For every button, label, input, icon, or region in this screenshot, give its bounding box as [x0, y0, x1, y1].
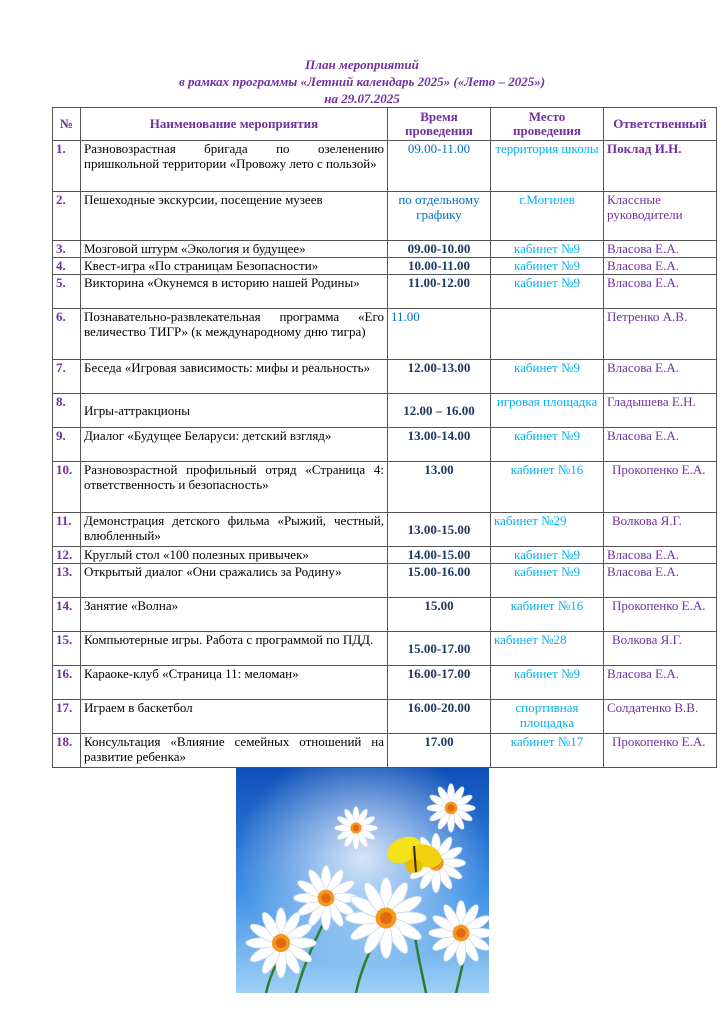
table-row: [53, 394, 717, 428]
event-responsible: Волкова Я.Г.: [604, 513, 717, 547]
table-row: [53, 258, 717, 275]
row-number: 12.: [53, 547, 81, 564]
event-time: 13.00-14.00: [388, 428, 491, 462]
event-place: [491, 309, 604, 360]
row-number: 8.: [53, 394, 81, 428]
event-place: кабинет №16: [491, 462, 604, 513]
row-number: 14.: [53, 598, 81, 632]
event-responsible: Власова Е.А.: [604, 547, 717, 564]
event-time: 15.00-17.00: [388, 632, 491, 666]
event-name: Компьютерные игры. Работа с программой по ПДД.: [81, 632, 388, 666]
event-name: Познавательно-развлекательная программа «Его величество ТИГР» (к международному дню тигра): [81, 309, 388, 360]
event-name: Играем в баскетбол: [81, 700, 388, 734]
table-row: [53, 360, 717, 394]
table-row: [53, 141, 717, 192]
event-place: кабинет №16: [491, 598, 604, 632]
event-responsible: Солдатенко В.В.: [604, 700, 717, 734]
event-time: 16.00-20.00: [388, 700, 491, 734]
table-row: [53, 666, 717, 700]
event-time: 09.00-11.00: [388, 141, 491, 192]
event-name: Разновозрастная бригада по озеленению пришкольной территории «Провожу лето с пользой»: [81, 141, 388, 192]
event-responsible: Власова Е.А.: [604, 360, 717, 394]
event-place: кабинет №29: [491, 513, 604, 547]
event-place: кабинет №28: [491, 632, 604, 666]
event-name: Караоке-клуб «Страница 11: меломан»: [81, 666, 388, 700]
event-place: кабинет №9: [491, 547, 604, 564]
event-name: Беседа «Игровая зависимость: мифы и реальность»: [81, 360, 388, 394]
table-row: [53, 428, 717, 462]
table-row: [53, 192, 717, 241]
event-place: игровая площадка: [491, 394, 604, 428]
program-subtitle: в рамках программы «Летний календарь 2025» («Лето – 2025»): [178, 74, 546, 89]
event-responsible: Власова Е.А.: [604, 666, 717, 700]
event-name: Демонстрация детского фильма «Рыжий, честный, влюбленный»: [81, 513, 388, 547]
event-name: Квест-игра «По страницам Безопасности»: [81, 258, 388, 275]
daisies-illustration: [236, 768, 489, 993]
event-name: Разновозрастной профильный отряд «Страница 4: ответственность и безопасность»: [81, 462, 388, 513]
row-number: 6.: [53, 309, 81, 360]
table-row: [53, 564, 717, 598]
event-place: кабинет №17: [491, 734, 604, 768]
event-place: спортивная площадка: [491, 700, 604, 734]
row-number: 4.: [53, 258, 81, 275]
header-number: №: [53, 108, 81, 141]
event-responsible: Прокопенко Е.А.: [604, 734, 717, 768]
event-responsible: Власова Е.А.: [604, 275, 717, 309]
header-responsible: Ответственный: [604, 108, 717, 141]
event-name: Открытый диалог «Они сражались за Родину»: [81, 564, 388, 598]
event-name: Консультация «Влияние семейных отношений на развитие ребенка»: [81, 734, 388, 768]
event-responsible: Волкова Я.Г.: [604, 632, 717, 666]
event-responsible: Прокопенко Е.А.: [604, 598, 717, 632]
event-time: 15.00-16.00: [388, 564, 491, 598]
event-name: Пешеходные экскурсии, посещение музеев: [81, 192, 388, 241]
table-row: [53, 700, 717, 734]
event-place: кабинет №9: [491, 428, 604, 462]
table-row: [53, 513, 717, 547]
row-number: 3.: [53, 241, 81, 258]
event-place: кабинет №9: [491, 275, 604, 309]
event-time: 12.00-13.00: [388, 360, 491, 394]
table-row: [53, 241, 717, 258]
event-responsible: Поклад И.Н.: [604, 141, 717, 192]
event-time: 14.00-15.00: [388, 547, 491, 564]
header-time: Время проведения: [388, 108, 491, 141]
event-time: 10.00-11.00: [388, 258, 491, 275]
row-number: 17.: [53, 700, 81, 734]
row-number: 10.: [53, 462, 81, 513]
event-time: 16.00-17.00: [388, 666, 491, 700]
event-responsible: Власова Е.А.: [604, 564, 717, 598]
event-time: 09.00-10.00: [388, 241, 491, 258]
event-responsible: Петренко А.В.: [604, 309, 717, 360]
table-row: [53, 632, 717, 666]
event-time: 11.00: [388, 309, 491, 360]
daisies-butterfly-photo: [236, 768, 489, 993]
table-header-row: [53, 108, 717, 141]
event-responsible: Классные руководители: [604, 192, 717, 241]
event-time: 13.00: [388, 462, 491, 513]
event-place: территория школы: [491, 141, 604, 192]
event-name: Круглый стол «100 полезных привычек»: [81, 547, 388, 564]
row-number: 18.: [53, 734, 81, 768]
table-row: [53, 598, 717, 632]
table-row: [53, 734, 717, 768]
table-row: [53, 547, 717, 564]
event-place: кабинет №9: [491, 564, 604, 598]
event-time: 12.00 – 16.00: [388, 394, 491, 428]
event-place: кабинет №9: [491, 258, 604, 275]
event-name: Диалог «Будущее Беларуси: детский взгляд»: [81, 428, 388, 462]
table-row: [53, 309, 717, 360]
row-number: 5.: [53, 275, 81, 309]
event-responsible: Власова Е.А.: [604, 241, 717, 258]
event-place: кабинет №9: [491, 360, 604, 394]
event-time: 15.00: [388, 598, 491, 632]
event-responsible: Гладышева Е.Н.: [604, 394, 717, 428]
table-row: [53, 462, 717, 513]
header-event-name: Наименование мероприятия: [81, 108, 388, 141]
event-place: кабинет №9: [491, 666, 604, 700]
event-responsible: Власова Е.А.: [604, 258, 717, 275]
row-number: 13.: [53, 564, 81, 598]
row-number: 16.: [53, 666, 81, 700]
event-name: Мозговой штурм «Экология и будущее»: [81, 241, 388, 258]
row-number: 9.: [53, 428, 81, 462]
header-place: Место проведения: [491, 108, 604, 141]
row-number: 7.: [53, 360, 81, 394]
event-responsible: Прокопенко Е.А.: [604, 462, 717, 513]
row-number: 15.: [53, 632, 81, 666]
event-name: Игры-аттракционы: [81, 394, 388, 428]
event-name: Викторина «Окунемся в историю нашей Родины»: [81, 275, 388, 309]
event-time: 13.00-15.00: [388, 513, 491, 547]
event-time: 17.00: [388, 734, 491, 768]
row-number: 2.: [53, 192, 81, 241]
event-place: кабинет №9: [491, 241, 604, 258]
event-place: г.Могилев: [491, 192, 604, 241]
event-time: 11.00-12.00: [388, 275, 491, 309]
row-number: 11.: [53, 513, 81, 547]
events-table: [52, 107, 717, 768]
event-responsible: Власова Е.А.: [604, 428, 717, 462]
row-number: 1.: [53, 141, 81, 192]
event-time: по отдельному графику: [388, 192, 491, 241]
plan-title: План мероприятий: [305, 57, 419, 72]
event-name: Занятие «Волна»: [81, 598, 388, 632]
table-row: [53, 275, 717, 309]
plan-date: на 29.07.2025: [324, 91, 400, 106]
